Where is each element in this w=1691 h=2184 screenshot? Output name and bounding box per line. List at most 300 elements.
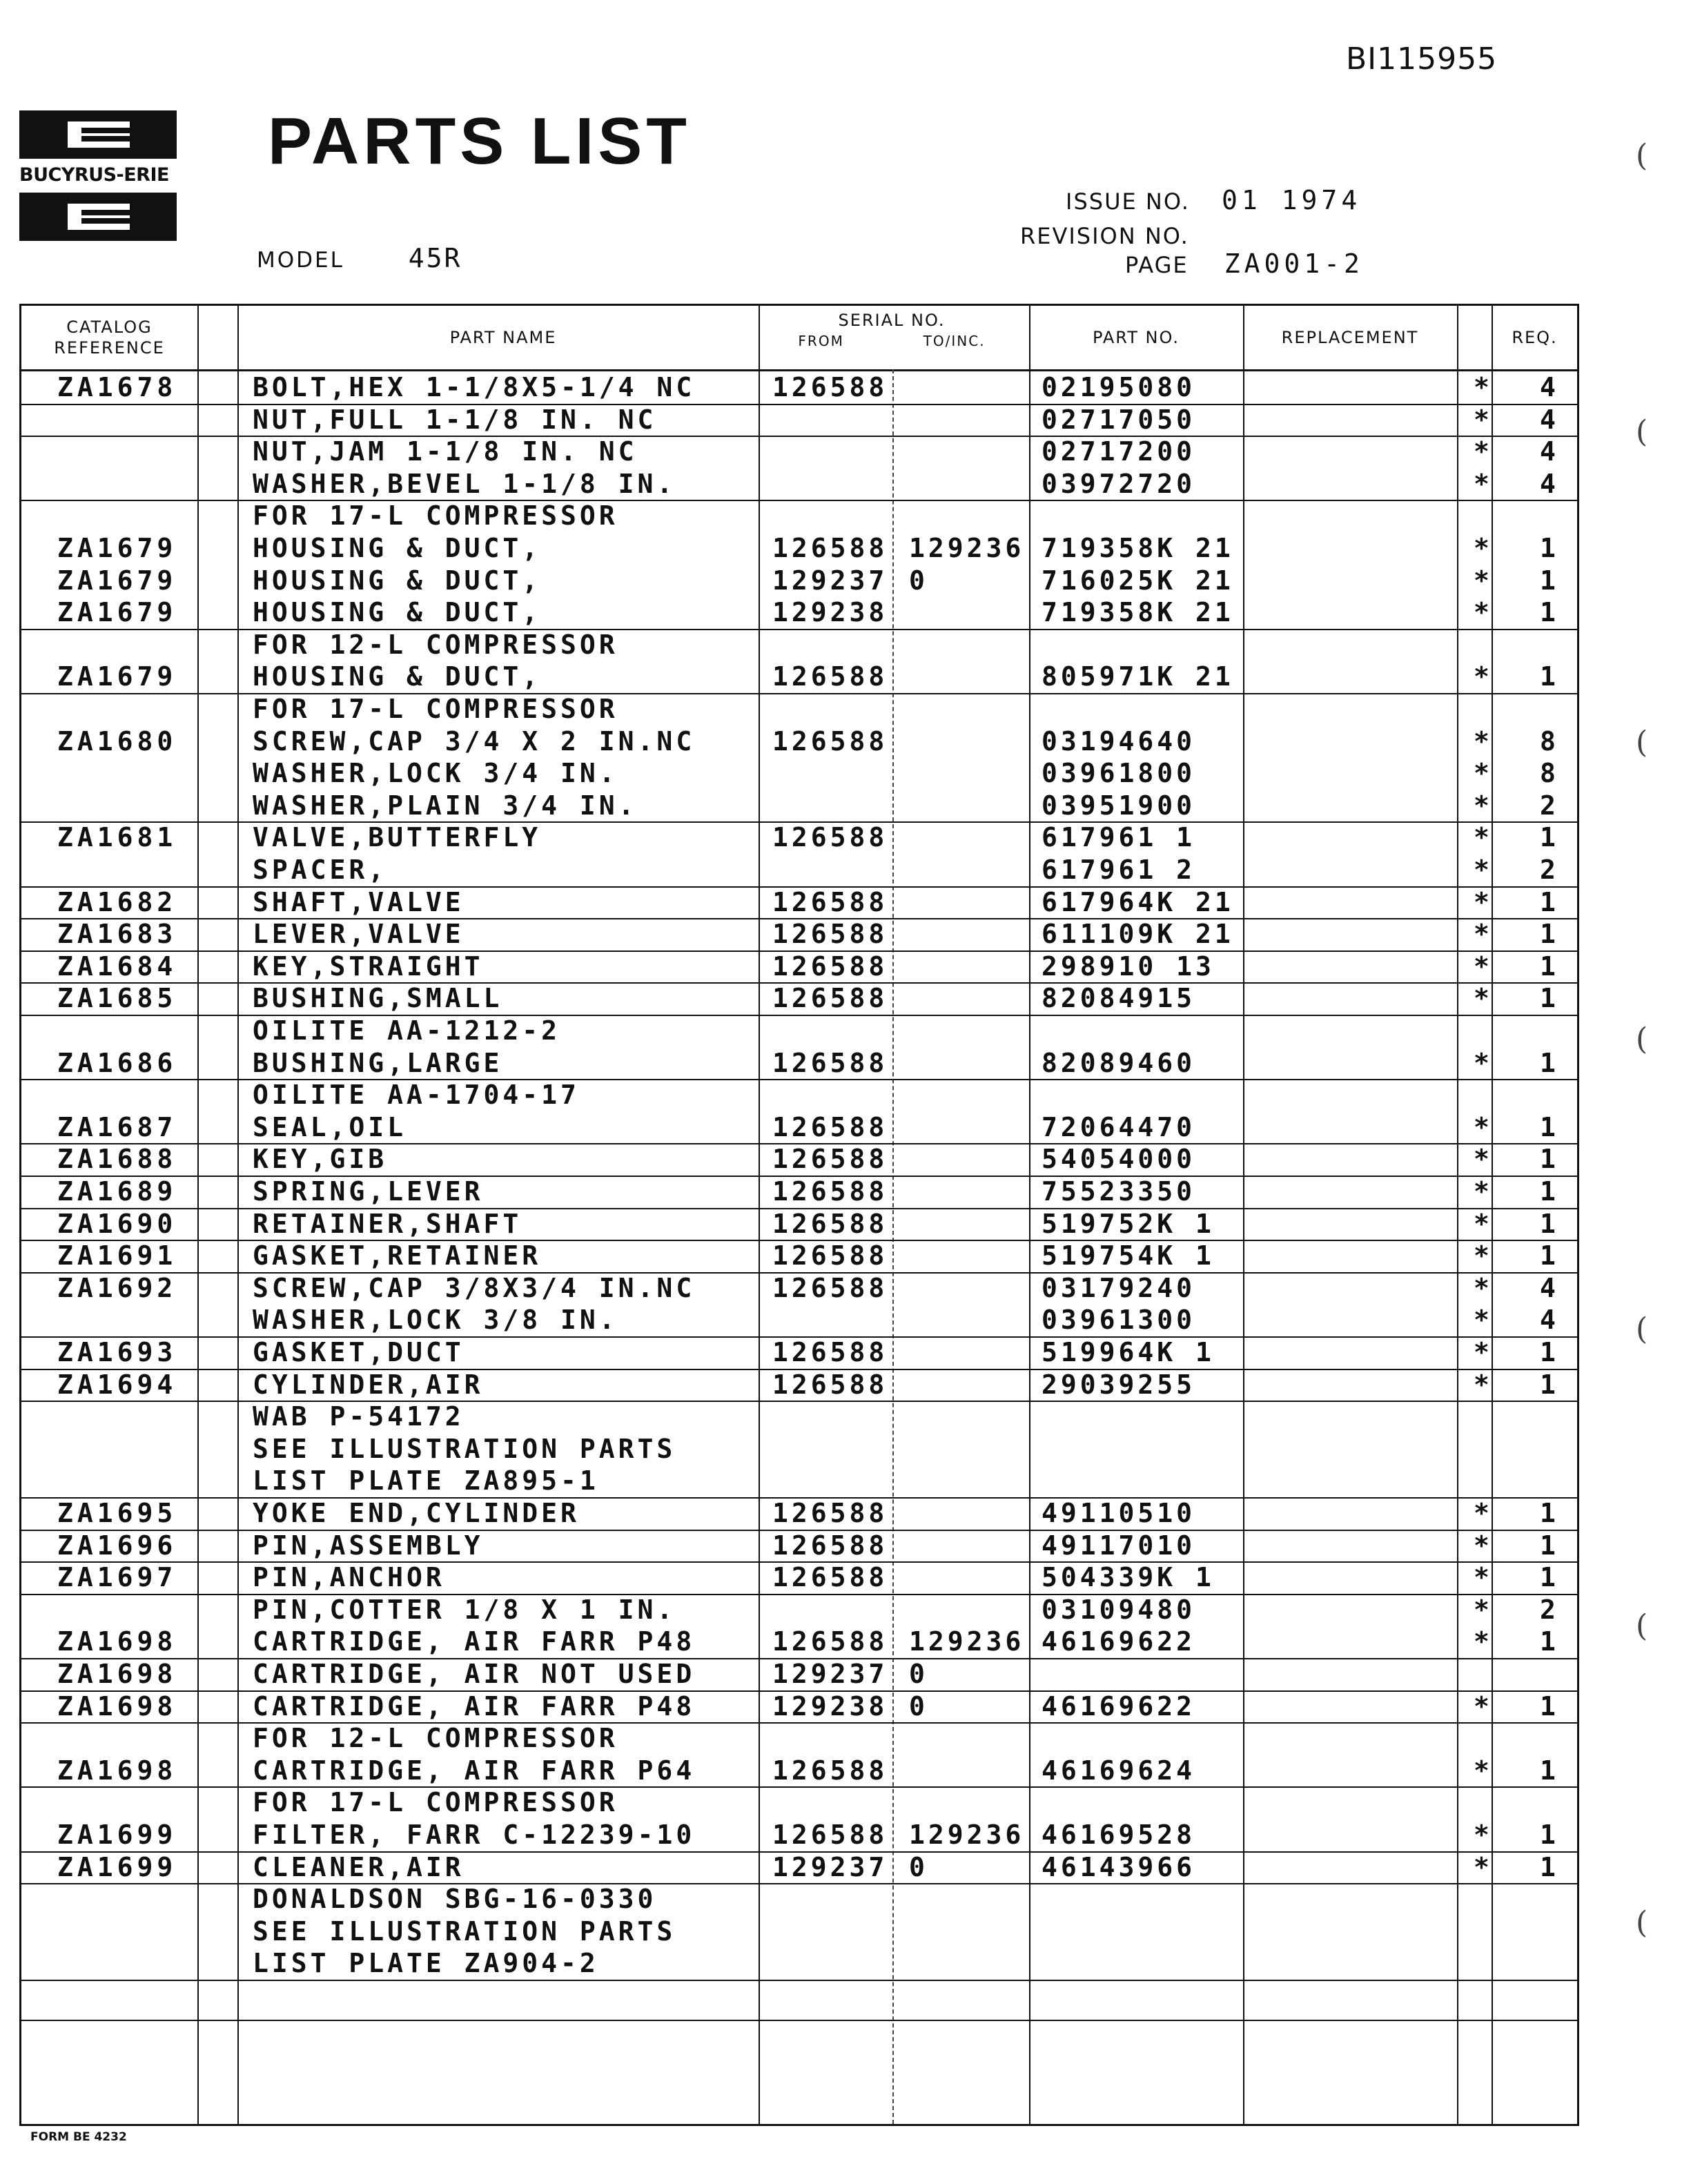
page-line <box>1125 248 1364 279</box>
table-row <box>21 1755 1577 1787</box>
cell-part: 03194640 <box>1042 725 1196 757</box>
row-separator <box>21 1658 1577 1659</box>
row-separator <box>21 821 1577 823</box>
table-row <box>21 371 1577 404</box>
cell-req: 4 <box>1540 372 1559 402</box>
row-separator <box>21 1208 1577 1209</box>
cell-cat: ZA1683 <box>57 919 177 950</box>
cell-name: CLEANER,AIR <box>253 1851 465 1882</box>
cell-req: 4 <box>1540 1272 1559 1303</box>
cell-name: WASHER,LOCK 3/4 IN. <box>253 758 618 789</box>
cell-name: FOR 17-L COMPRESSOR <box>253 1787 618 1818</box>
cell-name: FILTER, FARR C-12239-10 <box>253 1820 696 1850</box>
cell-name: BUSHING,SMALL <box>253 983 503 1014</box>
issue-line <box>1066 185 1361 215</box>
row-separator <box>21 886 1577 888</box>
table-row <box>21 565 1577 597</box>
page-label: PAGE <box>1125 252 1189 278</box>
cell-star: * <box>1474 1594 1493 1625</box>
table-row <box>21 1497 1577 1530</box>
cell-part: 46143966 <box>1042 1851 1196 1882</box>
cell-part: 49117010 <box>1042 1530 1196 1561</box>
table-row <box>21 532 1577 565</box>
row-separator <box>21 1015 1577 1016</box>
cell-star: * <box>1474 1272 1493 1303</box>
table-row <box>21 629 1577 661</box>
cell-from: 126588 <box>772 983 888 1014</box>
table-row <box>21 1851 1577 1884</box>
cell-cat: ZA1696 <box>57 1530 177 1561</box>
cell-name: WASHER,BEVEL 1-1/8 IN. <box>253 468 676 499</box>
binder-hole-mark: ( <box>1636 138 1648 173</box>
cell-req: 1 <box>1540 1240 1559 1271</box>
table-row <box>21 1947 1577 1980</box>
row-separator <box>21 693 1577 694</box>
row-separator <box>21 2020 1577 2021</box>
cell-to: 0 <box>909 1851 928 1882</box>
cell-part: 617964K 21 <box>1042 886 1234 917</box>
cell-from: 126588 <box>772 1626 888 1657</box>
table-row <box>21 1465 1577 1497</box>
binder-hole-mark: ( <box>1636 414 1648 449</box>
row-separator <box>21 1401 1577 1402</box>
cell-star: * <box>1474 1208 1493 1239</box>
cell-name: FOR 17-L COMPRESSOR <box>253 500 618 532</box>
table-row <box>21 1915 1577 1948</box>
cell-part: 02717050 <box>1042 404 1196 435</box>
table-row <box>21 1111 1577 1144</box>
cell-cat: ZA1688 <box>57 1144 177 1175</box>
cell-name: LIST PLATE ZA895-1 <box>253 1465 599 1496</box>
row-separator <box>21 1240 1577 1241</box>
header-from: FROM <box>798 333 844 349</box>
cell-part: 54054000 <box>1042 1144 1196 1175</box>
cell-star: * <box>1474 404 1493 435</box>
cell-part: 719358K 21 <box>1042 533 1234 563</box>
cell-part: 02195080 <box>1042 372 1196 402</box>
cell-req: 1 <box>1540 950 1559 982</box>
logo-company-name: BUCYRUS-ERIE <box>19 164 169 186</box>
cell-name: VALVE,BUTTERFLY <box>253 822 542 853</box>
cell-star: * <box>1474 919 1493 950</box>
cell-from: 126588 <box>772 1047 888 1078</box>
cell-from: 126588 <box>772 1562 888 1593</box>
binder-hole-mark: ( <box>1636 1608 1648 1644</box>
cell-req: 1 <box>1540 1337 1559 1367</box>
cell-cat: ZA1693 <box>57 1337 177 1367</box>
cell-part: 72064470 <box>1042 1111 1196 1142</box>
table-row <box>21 1304 1577 1336</box>
binder-hole-mark: ( <box>1636 725 1648 760</box>
cell-to: 0 <box>909 1659 928 1689</box>
row-separator <box>21 1530 1577 1531</box>
header-part-no: PART NO. <box>1092 328 1180 347</box>
cell-to: 0 <box>909 1690 928 1722</box>
cell-part: 03951900 <box>1042 790 1196 821</box>
table-row <box>21 1658 1577 1690</box>
table-row <box>21 1626 1577 1658</box>
page-title: PARTS LIST <box>268 104 691 178</box>
row-separator <box>21 1594 1577 1595</box>
cell-cat: ZA1689 <box>57 1176 177 1207</box>
cell-cat: ZA1687 <box>57 1111 177 1142</box>
cell-name: LIST PLATE ZA904-2 <box>253 1948 599 1979</box>
cell-req: 1 <box>1540 1144 1559 1175</box>
table-row <box>21 1401 1577 1433</box>
cell-cat: ZA1680 <box>57 725 177 757</box>
cell-to: 129236 <box>909 1820 1025 1850</box>
table-row <box>21 1786 1577 1819</box>
logo-letter-b <box>19 110 177 159</box>
cell-name: SEE ILLUSTRATION PARTS <box>253 1915 676 1947</box>
cell-cat: ZA1695 <box>57 1498 177 1528</box>
cell-name: NUT,JAM 1-1/8 IN. NC <box>253 436 638 467</box>
cell-req: 4 <box>1540 468 1559 499</box>
cell-star: * <box>1474 758 1493 789</box>
cell-from: 129237 <box>772 565 888 596</box>
cell-name: CARTRIDGE, AIR FARR P64 <box>253 1755 696 1786</box>
cell-star: * <box>1474 950 1493 982</box>
cell-star: * <box>1474 1369 1493 1400</box>
cell-star: * <box>1474 1530 1493 1561</box>
model-line <box>257 243 462 273</box>
cell-name: DONALDSON SBG-16-0330 <box>253 1884 657 1915</box>
cell-star: * <box>1474 1755 1493 1786</box>
table-header <box>21 306 1577 371</box>
cell-req: 1 <box>1540 565 1559 596</box>
cell-from: 126588 <box>772 950 888 982</box>
cell-name: SCREW,CAP 3/4 X 2 IN.NC <box>253 725 696 757</box>
cell-star: * <box>1474 1626 1493 1657</box>
cell-name: SCREW,CAP 3/8X3/4 IN.NC <box>253 1272 696 1303</box>
header-serial-sub <box>759 331 1025 351</box>
cell-star: * <box>1474 1851 1493 1882</box>
cell-part: 298910 13 <box>1042 950 1215 982</box>
row-separator <box>21 1980 1577 1981</box>
cell-star: * <box>1474 1305 1493 1336</box>
cell-star: * <box>1474 855 1493 885</box>
row-separator <box>21 436 1577 437</box>
company-logo <box>19 110 178 241</box>
row-separator <box>21 950 1577 952</box>
cell-cat: ZA1681 <box>57 822 177 853</box>
cell-part: 611109K 21 <box>1042 919 1234 950</box>
row-separator <box>21 1336 1577 1338</box>
cell-from: 126588 <box>772 1498 888 1528</box>
cell-cat: ZA1699 <box>57 1851 177 1882</box>
cell-name: HOUSING & DUCT, <box>253 565 542 596</box>
cell-part: 519752K 1 <box>1042 1208 1215 1239</box>
cell-cat: ZA1697 <box>57 1562 177 1593</box>
cell-star: * <box>1474 822 1493 853</box>
cell-cat: ZA1691 <box>57 1240 177 1271</box>
row-separator <box>21 918 1577 919</box>
cell-cat: ZA1686 <box>57 1047 177 1078</box>
cell-name: CARTRIDGE, AIR NOT USED <box>253 1659 696 1689</box>
cell-req: 1 <box>1540 1562 1559 1593</box>
cell-name: WAB P-54172 <box>253 1401 465 1432</box>
row-separator <box>21 500 1577 501</box>
document-id: BI115955 <box>1346 41 1498 77</box>
cell-star: * <box>1474 1498 1493 1528</box>
cell-from: 126588 <box>772 725 888 757</box>
cell-req: 1 <box>1540 661 1559 692</box>
cell-part: 504339K 1 <box>1042 1562 1215 1593</box>
cell-name: BOLT,HEX 1-1/8X5-1/4 NC <box>253 372 696 402</box>
header-to: TO/INC. <box>923 333 986 349</box>
cell-req: 8 <box>1540 758 1559 789</box>
cell-to: 129236 <box>909 1626 1025 1657</box>
cell-name: SPRING,LEVER <box>253 1176 484 1207</box>
issue-value: 01 1974 <box>1222 185 1362 215</box>
cell-name: FOR 17-L COMPRESSOR <box>253 694 618 724</box>
cell-star: * <box>1474 533 1493 563</box>
cell-name: CARTRIDGE, AIR FARR P48 <box>253 1626 696 1657</box>
logo-letter-e <box>19 193 177 241</box>
cell-part: 46169622 <box>1042 1690 1196 1722</box>
cell-part: 617961 1 <box>1042 822 1196 853</box>
cell-star: * <box>1474 597 1493 628</box>
cell-star: * <box>1474 1144 1493 1175</box>
cell-star: * <box>1474 1337 1493 1367</box>
cell-cat: ZA1694 <box>57 1369 177 1400</box>
cell-req: 1 <box>1540 919 1559 950</box>
cell-name: HOUSING & DUCT, <box>253 597 542 628</box>
cell-name: SPACER, <box>253 855 388 885</box>
cell-name: PIN,ANCHOR <box>253 1562 445 1593</box>
binder-hole-mark: ( <box>1636 1312 1648 1347</box>
cell-star: * <box>1474 1820 1493 1850</box>
cell-cat: ZA1698 <box>57 1690 177 1722</box>
cell-cat: ZA1684 <box>57 950 177 982</box>
table-row <box>21 1272 1577 1305</box>
cell-name: CARTRIDGE, AIR FARR P48 <box>253 1690 696 1722</box>
cell-name: WASHER,LOCK 3/8 IN. <box>253 1305 618 1336</box>
cell-part: 03179240 <box>1042 1272 1196 1303</box>
cell-star: * <box>1474 565 1493 596</box>
cell-from: 129238 <box>772 597 888 628</box>
cell-cat: ZA1685 <box>57 983 177 1014</box>
cell-req: 4 <box>1540 436 1559 467</box>
cell-req: 1 <box>1540 1208 1559 1239</box>
header-catalog-reference: CATALOG REFERENCE <box>54 318 165 358</box>
cell-req: 1 <box>1540 1530 1559 1561</box>
cell-part: 46169624 <box>1042 1755 1196 1786</box>
cell-part: 716025K 21 <box>1042 565 1234 596</box>
table-row <box>21 1240 1577 1272</box>
cell-cat: ZA1698 <box>57 1659 177 1689</box>
cell-req: 1 <box>1540 1176 1559 1207</box>
cell-from: 126588 <box>772 372 888 402</box>
cell-cat: ZA1692 <box>57 1272 177 1303</box>
cell-part: 82089460 <box>1042 1047 1196 1078</box>
table-row <box>21 1015 1577 1047</box>
cell-name: FOR 12-L COMPRESSOR <box>253 1723 618 1754</box>
cell-req: 1 <box>1540 1498 1559 1528</box>
cell-name: SEE ILLUSTRATION PARTS <box>253 1433 676 1464</box>
cell-part: 03961800 <box>1042 758 1196 789</box>
header-replacement: REPLACEMENT <box>1281 328 1419 347</box>
row-separator <box>21 1176 1577 1177</box>
cell-part: 03109480 <box>1042 1594 1196 1625</box>
cell-cat: ZA1679 <box>57 661 177 692</box>
cell-name: GASKET,DUCT <box>253 1337 465 1367</box>
cell-to: 0 <box>909 565 928 596</box>
cell-star: * <box>1474 790 1493 821</box>
table-row <box>21 1143 1577 1176</box>
cell-from: 126588 <box>772 1272 888 1303</box>
table-row <box>21 1561 1577 1594</box>
cell-name: GASKET,RETAINER <box>253 1240 542 1271</box>
cell-from: 126588 <box>772 886 888 917</box>
cell-req: 1 <box>1540 1820 1559 1850</box>
cell-part: 03961300 <box>1042 1305 1196 1336</box>
cell-req: 2 <box>1540 790 1559 821</box>
cell-star: * <box>1474 436 1493 467</box>
cell-name: SEAL,OIL <box>253 1111 407 1142</box>
cell-name: PIN,ASSEMBLY <box>253 1530 484 1561</box>
cell-part: 82084915 <box>1042 983 1196 1014</box>
cell-req: 1 <box>1540 533 1559 563</box>
cell-from: 129237 <box>772 1659 888 1689</box>
cell-star: * <box>1474 886 1493 917</box>
table-row <box>21 790 1577 822</box>
cell-from: 126588 <box>772 1820 888 1850</box>
cell-cat: ZA1698 <box>57 1755 177 1786</box>
table-row <box>21 1336 1577 1369</box>
row-separator <box>21 1369 1577 1370</box>
cell-star: * <box>1474 661 1493 692</box>
table-row <box>21 1433 1577 1465</box>
cell-req: 1 <box>1540 1626 1559 1657</box>
cell-part: 617961 2 <box>1042 855 1196 885</box>
parts-table <box>19 304 1579 2126</box>
cell-cat: ZA1699 <box>57 1820 177 1850</box>
cell-req: 4 <box>1540 404 1559 435</box>
cell-from: 126588 <box>772 1240 888 1271</box>
table-row <box>21 1530 1577 1562</box>
cell-from: 126588 <box>772 1337 888 1367</box>
binder-hole-mark: ( <box>1636 1022 1648 1057</box>
cell-req: 1 <box>1540 597 1559 628</box>
cell-req: 2 <box>1540 1594 1559 1625</box>
table-row <box>21 918 1577 950</box>
cell-from: 129238 <box>772 1690 888 1722</box>
table-row <box>21 500 1577 532</box>
table-row <box>21 436 1577 468</box>
cell-part: 519964K 1 <box>1042 1337 1215 1367</box>
cell-name: HOUSING & DUCT, <box>253 661 542 692</box>
table-row <box>21 1369 1577 1401</box>
cell-star: * <box>1474 1047 1493 1078</box>
row-separator <box>21 1561 1577 1563</box>
page-value: ZA001-2 <box>1224 248 1364 279</box>
row-separator <box>21 1722 1577 1724</box>
form-number: FORM BE 4232 <box>30 2130 127 2144</box>
revision-line <box>1020 220 1189 250</box>
cell-part: 02717200 <box>1042 436 1196 467</box>
table-row <box>21 1883 1577 1915</box>
row-separator <box>21 1079 1577 1080</box>
cell-name: WASHER,PLAIN 3/4 IN. <box>253 790 638 821</box>
table-row <box>21 661 1577 693</box>
table-row <box>21 1819 1577 1851</box>
cell-from: 126588 <box>772 1755 888 1786</box>
cell-name: RETAINER,SHAFT <box>253 1208 522 1239</box>
table-row <box>21 886 1577 919</box>
cell-part: 719358K 21 <box>1042 597 1234 628</box>
table-row <box>21 1047 1577 1080</box>
header-serial-label: SERIAL NO. <box>838 311 946 330</box>
table-row <box>21 1079 1577 1111</box>
row-separator <box>21 982 1577 984</box>
cell-from: 126588 <box>772 822 888 853</box>
cell-req: 1 <box>1540 1690 1559 1722</box>
cell-from: 129237 <box>772 1851 888 1882</box>
cell-from: 126588 <box>772 1144 888 1175</box>
cell-cat: ZA1679 <box>57 597 177 628</box>
table-row <box>21 1594 1577 1626</box>
cell-from: 126588 <box>772 1530 888 1561</box>
cell-part: 29039255 <box>1042 1369 1196 1400</box>
cell-cat: ZA1682 <box>57 886 177 917</box>
cell-name: PIN,COTTER 1/8 X 1 IN. <box>253 1594 676 1625</box>
cell-from: 126588 <box>772 1369 888 1400</box>
cell-star: * <box>1474 1690 1493 1722</box>
cell-cat: ZA1678 <box>57 372 177 402</box>
cell-cat: ZA1690 <box>57 1208 177 1239</box>
cell-star: * <box>1474 983 1493 1014</box>
cell-star: * <box>1474 1111 1493 1142</box>
cell-req: 1 <box>1540 822 1559 853</box>
row-separator <box>21 1851 1577 1853</box>
cell-name: FOR 12-L COMPRESSOR <box>253 629 618 660</box>
table-row <box>21 1690 1577 1723</box>
cell-from: 126588 <box>772 1111 888 1142</box>
cell-req: 1 <box>1540 1755 1559 1786</box>
cell-from: 126588 <box>772 661 888 692</box>
cell-name: OILITE AA-1212-2 <box>253 1015 561 1046</box>
cell-req: 1 <box>1540 1369 1559 1400</box>
header-serial-no <box>759 306 1025 373</box>
cell-req: 1 <box>1540 886 1559 917</box>
cell-req: 1 <box>1540 1047 1559 1078</box>
issue-label: ISSUE NO. <box>1066 188 1190 215</box>
cell-name: CYLINDER,AIR <box>253 1369 484 1400</box>
table-row <box>21 404 1577 436</box>
cell-name: YOKE END,CYLINDER <box>253 1498 580 1528</box>
cell-cat: ZA1679 <box>57 533 177 563</box>
cell-from: 126588 <box>772 533 888 563</box>
table-row <box>21 596 1577 629</box>
cell-star: * <box>1474 1562 1493 1593</box>
cell-name: SHAFT,VALVE <box>253 886 465 917</box>
cell-part: 03972720 <box>1042 468 1196 499</box>
cell-star: * <box>1474 468 1493 499</box>
table-row <box>21 821 1577 854</box>
cell-req: 8 <box>1540 725 1559 757</box>
row-separator <box>21 404 1577 405</box>
row-separator <box>21 1497 1577 1499</box>
cell-cat: ZA1698 <box>57 1626 177 1657</box>
cell-req: 1 <box>1540 1851 1559 1882</box>
cell-name: HOUSING & DUCT, <box>253 533 542 563</box>
table-row <box>21 1176 1577 1208</box>
row-separator <box>21 1883 1577 1884</box>
model-label: MODEL <box>257 248 344 273</box>
row-separator <box>21 1143 1577 1144</box>
cell-part: 519754K 1 <box>1042 1240 1215 1271</box>
